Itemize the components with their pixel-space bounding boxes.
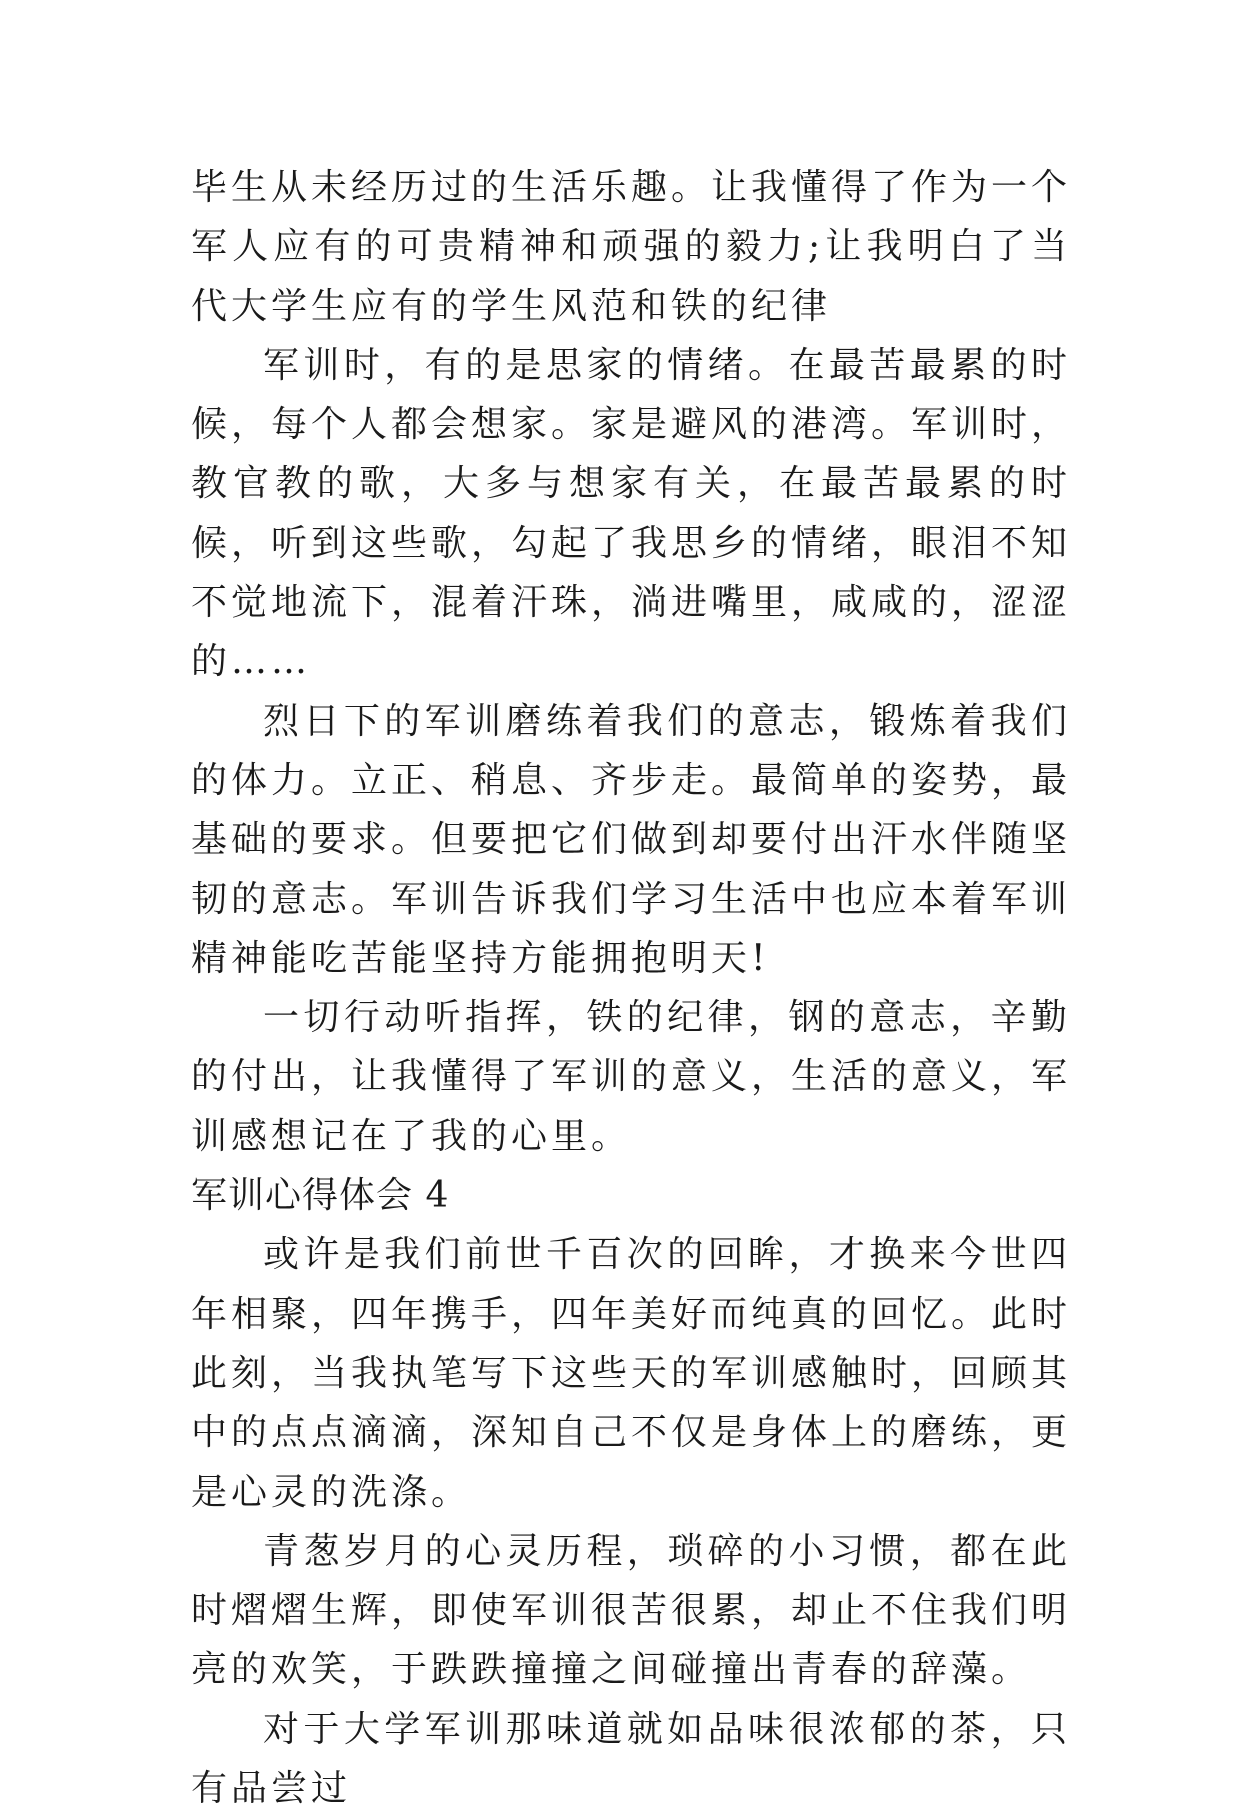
paragraph: 或许是我们前世千百次的回眸，才换来今世四年相聚，四年携手，四年美好而纯真的回忆。此时此刻，当我执笔写下这些天的军训感触时，回顾其中的点点滴滴，深知自己不仅是身体上的磨练，更是心灵的洗涤。 xyxy=(191,1234,1072,1513)
paragraph: 对于大学军训那味道就如品味很浓郁的茶，只有品尝过 xyxy=(191,1708,1071,1810)
paragraph: 烈日下的军训磨练着我们的意志，锻炼着我们的体力。立正、稍息、齐步走。最简单的姿势，最基础的要求。但要把它们做到却要付出汗水伴随坚韧的意志。军训告诉我们学习生活中也应本着军训精神能吃苦能坚持方能拥抱明天! xyxy=(191,700,1072,979)
section-heading: 军训心得体会 4 xyxy=(191,1175,450,1217)
paragraph: 毕生从未经历过的生活乐趣。让我懂得了作为一个军人应有的可贵精神和顽强的毅力;让我明白了当代大学生应有的学生风范和铁的纪律 xyxy=(191,167,1072,327)
document-body xyxy=(191,158,1071,1818)
paragraph: 青葱岁月的心灵历程，琐碎的小习惯，都在此时熠熠生辉，即使军训很苦很累，却止不住我们明亮的欢笑，于跌跌撞撞之间碰撞出青春的辞藻。 xyxy=(191,1530,1072,1691)
paragraph: 军训时，有的是思家的情绪。在最苦最累的时候，每个人都会想家。家是避风的港湾。军训时，教官教的歌，大多与想家有关，在最苦最累的时候，听到这些歌，勾起了我思乡的情绪，眼泪不知不觉地流下，混着汗珠，淌进嘴里，咸咸的，涩涩的…… xyxy=(191,344,1072,683)
paragraph: 一切行动听指挥，铁的纪律，钢的意志，辛勤的付出，让我懂得了军训的意义，生活的意义，军训感想记在了我的心里。 xyxy=(191,997,1072,1157)
